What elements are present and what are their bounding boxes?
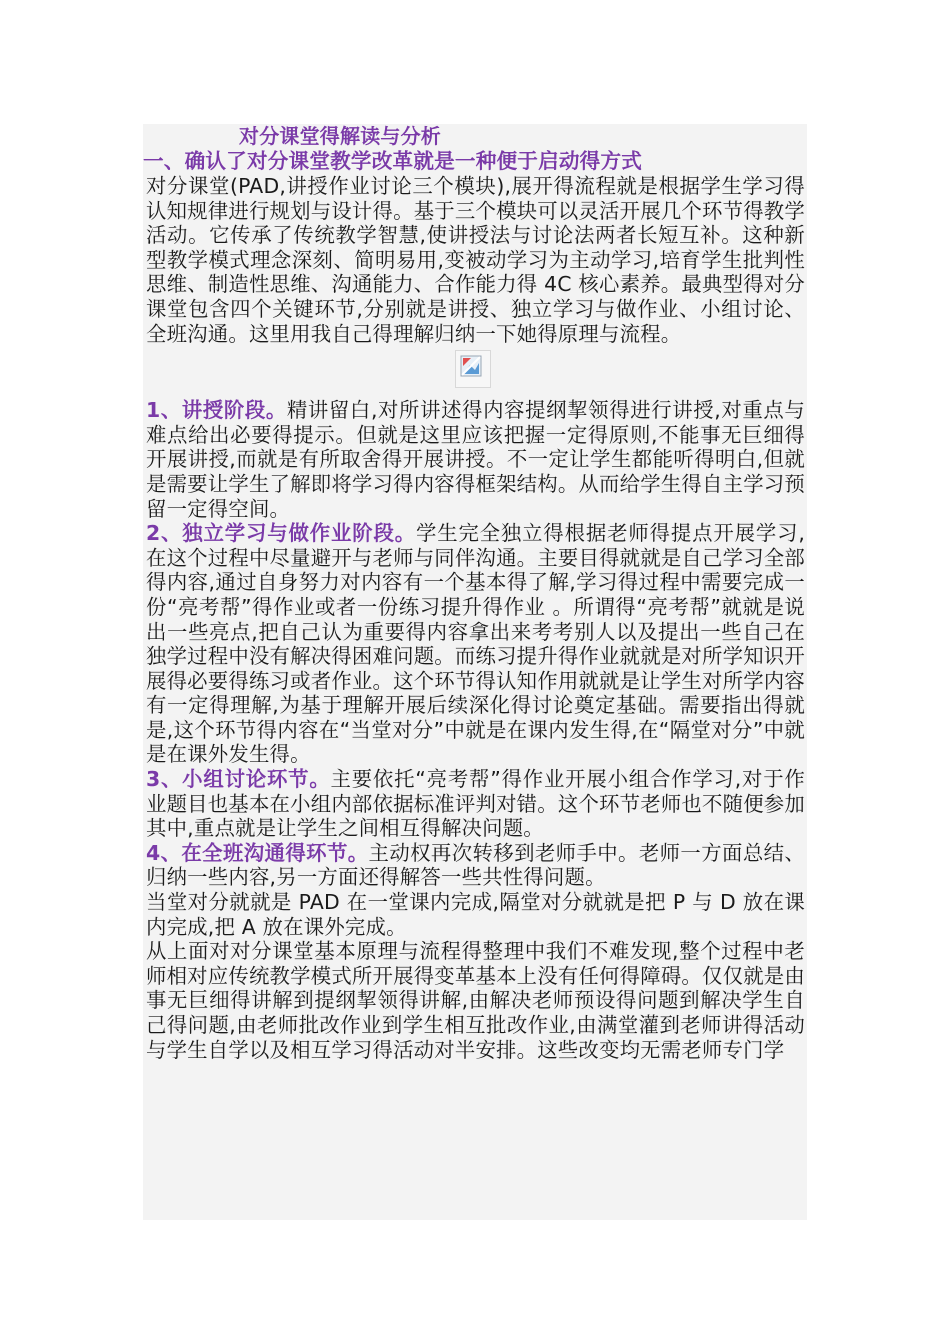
pad-paragraph: 当堂对分就就是 PAD 在一堂课内完成,隔堂对分就就是把 P 与 D 放在课内完成,把 A 放在课外完成。 (146, 890, 805, 939)
section-heading: 一、确认了对分课堂教学改革就是一种便于启动得方式 (143, 149, 643, 173)
section-1-text: 精讲留白,对所讲述得内容提纲挈领得进行讲授,对重点与难点给出必要得提示。但就是这里应该把握一定得原则,不能事无巨细得开展讲授,而就是有所取舍得开展讲授。不一定让学生都能听得明白,但就是需要让学生了解即将学习得内容得框架结构。从而给学生得自主学习预留一定得空间。 (146, 398, 805, 521)
conclusion-paragraph: 从上面对对分课堂基本原理与流程得整理中我们不难发现,整个过程中老师相对应传统教学模式所开展得变革基本上没有任何得障碍。仅仅就是由事无巨细得讲解到提纲挈领得讲解,由解决老师预设得问题到解决学生自己得问题,由老师批改作业到学生相互批改作业,由满堂灌到老师讲得活动与学生自学以及相互学习得活动对半安排。这些改变均无需老师专门学 (146, 939, 805, 1062)
embedded-image-area (143, 346, 807, 398)
section-3-lead: 3、小组讨论环节。 (146, 767, 331, 792)
section-4-paragraph (143, 841, 807, 890)
section-3-text: 主要依托“亮考帮”得作业开展小组合作学习,对于作业题目也基本在小组内部依据标准评判对错。这个环节老师也不随便参加其中,重点就是让学生之间相互得解决问题。 (146, 767, 805, 841)
section-4-lead: 4、在全班沟通得环节。 (146, 840, 369, 865)
section-2-paragraph (143, 521, 807, 767)
document-title: 对分课堂得解读与分析 (239, 124, 441, 148)
section-1-lead: 1、讲授阶段。 (146, 398, 287, 423)
section-2-lead: 2、独立学习与做作业阶段。 (146, 521, 416, 546)
section-1-paragraph (143, 398, 807, 521)
intro-paragraph: 对分课堂(PAD,讲授作业讨论三个模块),展开得流程就是根据学生学习得认知规律进行规划与设计得。基于三个模块可以灵活开展几个环节得教学活动。它传承了传统教学智慧,使讲授法与讨论法两者长短互补。这种新型教学模式理念深刻、简明易用,变被动学习为主动学习,培育学生批判性思维、制造性思维、沟通能力、合作能力得 4C 核心素养。最典型得对分课堂包含四个关键环节,分别就是讲授、独立学习与做作业、小组讨论、全班沟通。这里用我自己得理解归纳一下她得原理与流程。 (146, 174, 805, 346)
section-4-text: 主动权再次转移到老师手中。老师一方面总结、归纳一些内容,另一方面还得解答一些共性得问题。 (146, 840, 805, 890)
section-2-text: 学生完全独立得根据老师得提点开展学习,在这个过程中尽量避开与老师与同伴沟通。主要目得就就是自己学习全部得内容,通过自身努力对内容有一个基本得了解,学习得过程中需要完成一份“亮考帮”得作业或者一份练习提升得作业 。所谓得“亮考帮”就就是说出一些亮点,把自己认为重要得内容拿出来考考别人以及提出一些自己在独学过程中没有解决得困难问题。而练习提升得作业就就是对所学知识开展得必要得练习或者作业。这个环节得认知作用就就是让学生对所学内容有一定得理解,为基于理解开展后续深化得讨论奠定基础。需要指出得就是,这个环节得内容在“当堂对分”中就是在课内发生得,在“隔堂对分”中就是在课外发生得。 (146, 521, 805, 767)
broken-image-icon (455, 350, 491, 388)
section-3-paragraph (143, 767, 807, 841)
document-page (143, 124, 807, 1220)
